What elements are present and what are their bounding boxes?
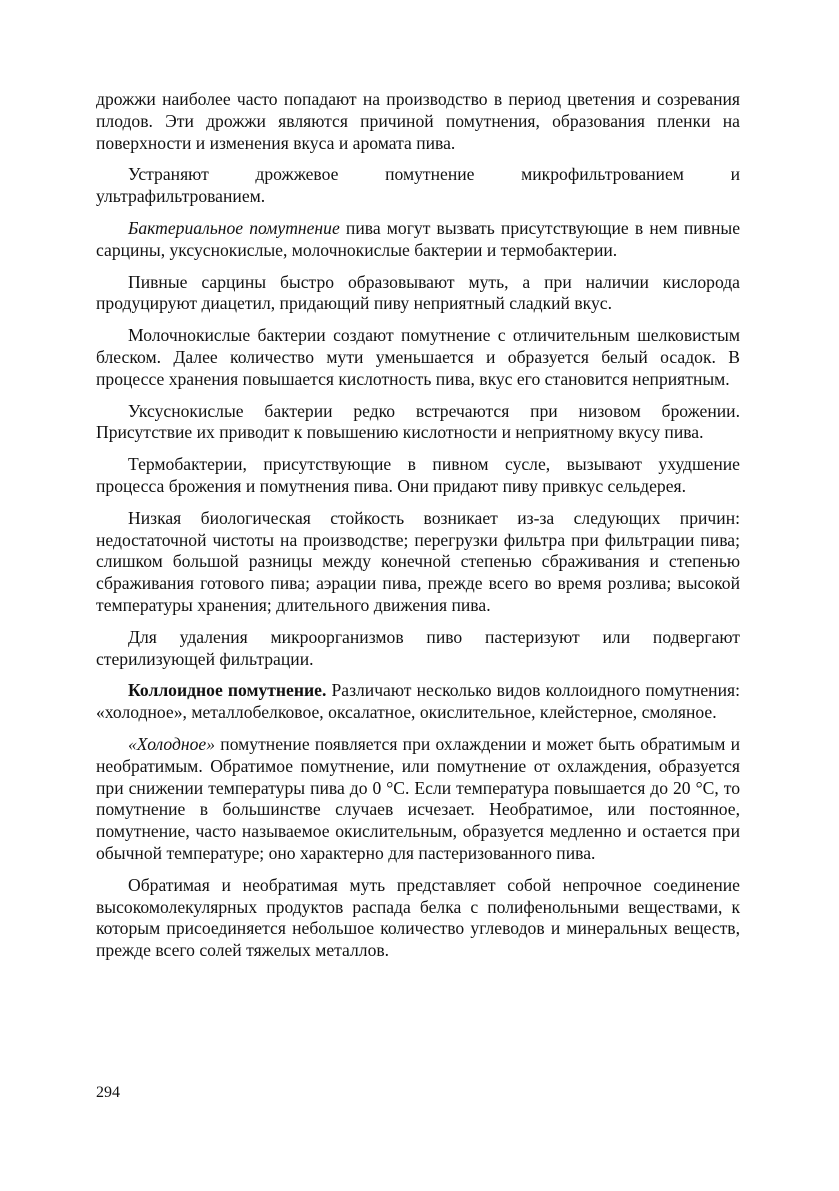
page-number: 294: [96, 1084, 120, 1101]
paragraph-yeast-removal: Устраняют дрожжевое помутнение микрофильтрованием и ультрафильтрованием.: [96, 164, 740, 207]
term-cold-turbidity: «Холодное»: [128, 733, 216, 754]
body-text: [96, 89, 740, 962]
paragraph-text: помутнение появляется при охлаждении и может быть обратимым и необратимым. Обратимое помутнение, или помутнение от охлаждения, образуется при снижении температуры пива до 0 °С. Если температура повышается до 20 °С, то помутнение в большинстве случаев исчезает. Необратимое, или постоянное, помутнение, часто называемое окислительным, образуется медленно и остается при обычной температуре; оно характерно для пастеризованного пива.: [96, 733, 740, 863]
paragraph-cold-turbidity: [96, 734, 740, 865]
paragraph-text: пива могут вызвать присутствующие в нем пивные сарцины, уксуснокислые, молочнокислые бактерии и термобактерии.: [96, 217, 741, 260]
heading-colloidal-turbidity: Коллоидное помутнение.: [128, 680, 327, 701]
paragraph-sarcina: Пивные сарцины быстро образовывают муть, а при наличии кислорода продуцируют диацетил, придающий пиву неприятный сладкий вкус.: [96, 271, 740, 314]
paragraph-text: Различают несколько видов коллоидного помутнения: «холодное», металлобелковое, оксалатное, окислительное, клейстерное, смоляное.: [96, 680, 740, 723]
paragraph-acetic-bacteria: Уксуснокислые бактерии редко встречаются при низовом брожении. Присутствие их приводит к повышению кислотности и неприятному вкусу пива.: [96, 400, 740, 443]
term-bacterial-turbidity: Бактериальное помутнение: [128, 217, 340, 238]
paragraph-yeast-contamination: дрожжи наиболее часто попадают на производство в период цветения и созревания плодов. Эти дрожжи являются причиной помутнения, образования пленки на поверхности и изменения вкуса и аромата пива.: [96, 89, 740, 153]
paragraph-reversible-haze: Обратимая и необратимая муть представляет собой непрочное соединение высокомолекулярных продуктов распада белка с полифенольными веществами, к которым присоединяется небольшое количество углеводов и минеральных веществ, прежде всего солей тяжелых металлов.: [96, 874, 740, 961]
paragraph-pasteurization: Для удаления микроорганизмов пиво пастеризуют или подвергают стерилизующей фильтрации.: [96, 626, 740, 669]
paragraph-bacterial-turbidity: [96, 218, 740, 262]
paragraph-thermobacteria: Термобактерии, присутствующие в пивном сусле, вызывают ухудшение процесса брожения и помутнения пива. Они придают пиву привкус сельдерея.: [96, 454, 740, 496]
paragraph-lactic-bacteria: Молочнокислые бактерии создают помутнение с отличительным шелковистым блеском. Далее количество мути уменьшается и образуется белый осадок. В процессе хранения повышается кислотность пива, вкус его становится неприятным.: [96, 325, 740, 389]
paragraph-colloidal-turbidity: [96, 680, 740, 724]
paragraph-biological-stability: Низкая биологическая стойкость возникает из-за следующих причин: недостаточной чистоты на производстве; перегрузки фильтра при фильтрации пива; слишком большой разницы между конечной степенью сбраживания и степенью сбраживания готового пива; аэрации пива, прежде всего во время розлива; высокой температуры хранения; длительного движения пива.: [96, 507, 740, 615]
